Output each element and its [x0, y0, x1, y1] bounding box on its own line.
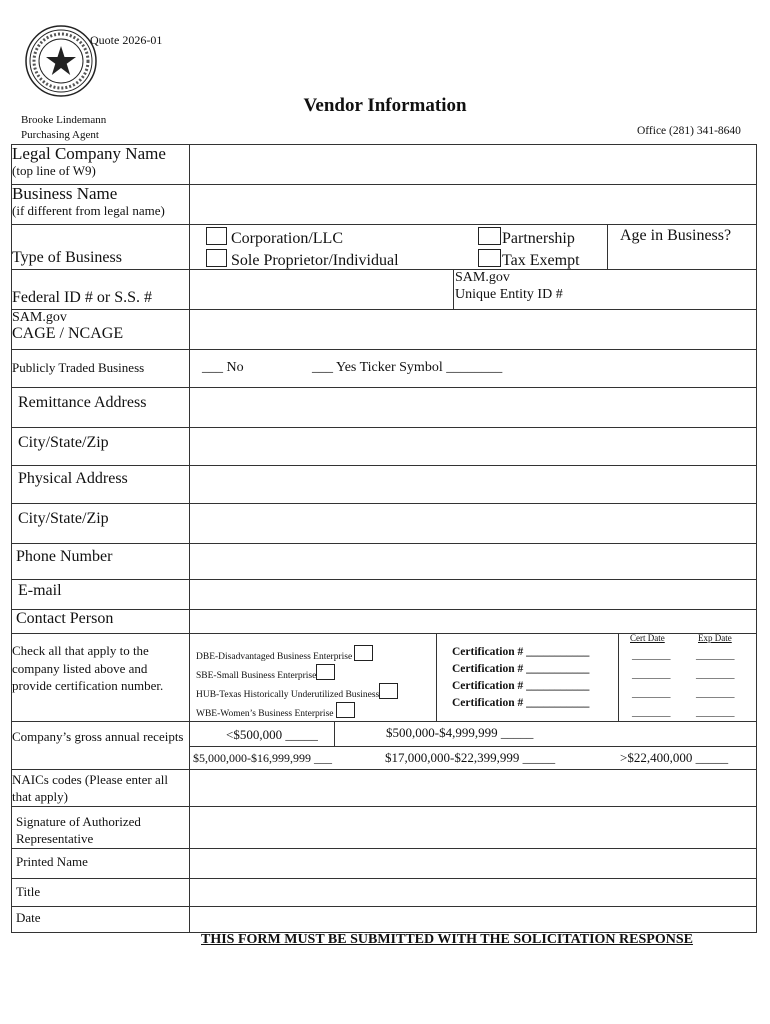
- gross-receipts-label: Company’s gross annual receipts: [12, 722, 190, 770]
- city-state-zip-field-2[interactable]: [190, 504, 757, 544]
- cage-label: SAM.gov CAGE / NCAGE: [12, 310, 190, 350]
- cert-date-1[interactable]: _______: [632, 649, 671, 661]
- contact-person-label: Contact Person: [12, 610, 190, 634]
- remittance-address-field[interactable]: [190, 388, 757, 428]
- vendor-form-table: [11, 144, 757, 933]
- printed-name-label: Printed Name: [12, 848, 190, 878]
- publicly-traded-label: Publicly Traded Business: [12, 350, 190, 388]
- exp-date-1[interactable]: _______: [696, 649, 735, 661]
- federal-id-label: Federal ID # or S.S. #: [12, 270, 190, 310]
- printed-name-field[interactable]: [190, 848, 757, 878]
- corporation-checkbox[interactable]: [206, 227, 227, 245]
- date-label: Date: [12, 906, 190, 932]
- quote-number: Quote 2026-01: [90, 33, 163, 47]
- publicly-traded-field[interactable]: ___ No ___ Yes Ticker Symbol ________: [190, 350, 757, 388]
- certification-number-2[interactable]: Certification # ___________: [452, 663, 590, 675]
- receipts-17m-22m[interactable]: $17,000,000-$22,399,999 _____: [385, 750, 556, 765]
- hub-checkbox[interactable]: [379, 683, 398, 699]
- remittance-address-label: Remittance Address: [12, 388, 190, 428]
- business-name-label: Business Name (if different from legal name): [12, 185, 190, 225]
- gross-receipts-options: [190, 722, 757, 770]
- exp-date-header: Exp Date: [698, 633, 732, 643]
- receipts-under-500k[interactable]: <$500,000 _____: [226, 727, 318, 742]
- exp-date-3[interactable]: _______: [696, 687, 735, 699]
- cert-date-3[interactable]: _______: [632, 687, 671, 699]
- city-state-zip-field-1[interactable]: [190, 428, 757, 466]
- naics-label: NAICs codes (Please enter all that apply): [12, 770, 190, 807]
- email-label: E-mail: [12, 580, 190, 610]
- sole-proprietor-checkbox[interactable]: [206, 249, 227, 267]
- cert-date-2[interactable]: _______: [632, 668, 671, 680]
- sbe-checkbox[interactable]: [316, 664, 335, 680]
- submission-notice: THIS FORM MUST BE SUBMITTED WITH THE SOLICITATION RESPONSE: [201, 932, 693, 947]
- city-state-zip-label-1: City/State/Zip: [12, 428, 190, 466]
- cert-date-header: Cert Date: [630, 633, 665, 643]
- cert-date-column: [632, 646, 671, 722]
- dbe-checkbox[interactable]: [354, 645, 373, 661]
- signature-label: Signature of Authorized Representative: [12, 806, 190, 848]
- county-seal-logo: [24, 24, 98, 98]
- wbe-checkbox[interactable]: [336, 702, 355, 718]
- legal-name-label: Legal Company Name (top line of W9): [12, 145, 190, 185]
- certification-number-3[interactable]: Certification # ___________: [452, 680, 590, 692]
- certification-number-4[interactable]: Certification # ___________: [452, 697, 590, 709]
- phone-number-field[interactable]: [190, 544, 757, 580]
- page-title: Vendor Information: [303, 95, 467, 116]
- receipts-5m-17m[interactable]: $5,000,000-$16,999,999 ___: [193, 751, 332, 765]
- certification-number-1[interactable]: Certification # ___________: [452, 646, 590, 658]
- naics-field[interactable]: [190, 770, 757, 807]
- city-state-zip-label-2: City/State/Zip: [12, 504, 190, 544]
- age-in-business-field[interactable]: Age in Business?: [608, 225, 757, 270]
- phone-number-label: Phone Number: [12, 544, 190, 580]
- legal-name-field[interactable]: [190, 145, 757, 185]
- certification-area: [190, 634, 757, 722]
- date-field[interactable]: [190, 906, 757, 932]
- receipts-500k-5m[interactable]: $500,000-$4,999,999 _____: [386, 725, 534, 740]
- business-type-options: Corporation/LLC Sole Proprietor/Individual Partnership Tax Exempt: [190, 225, 608, 270]
- certification-types: DBE-Disadvantaged Business Enterprise SBE-Small Business Enterprise HUB-Texas Historically Underutilized Business WBE-Women’s Business Enterprise: [196, 645, 398, 721]
- title-label: Title: [12, 878, 190, 906]
- title-field[interactable]: [190, 878, 757, 906]
- physical-address-label: Physical Address: [12, 466, 190, 504]
- contact-person-field[interactable]: [190, 610, 757, 634]
- type-of-business-label: Type of Business: [12, 225, 190, 270]
- signature-field[interactable]: [190, 806, 757, 848]
- receipts-over-22m[interactable]: >$22,400,000 _____: [620, 750, 729, 765]
- exp-date-2[interactable]: _______: [696, 668, 735, 680]
- business-name-field[interactable]: [190, 185, 757, 225]
- physical-address-field[interactable]: [190, 466, 757, 504]
- partnership-checkbox[interactable]: [478, 227, 501, 245]
- agent-title: Purchasing Agent: [21, 129, 99, 141]
- sam-uei-field[interactable]: SAM.gov Unique Entity ID #: [454, 270, 757, 310]
- certification-numbers: [452, 644, 589, 712]
- agent-name: Brooke Lindemann: [21, 114, 107, 126]
- exp-date-column: [696, 646, 735, 722]
- check-all-label: Check all that apply to the company listed above and provide certification number.: [12, 634, 190, 722]
- exp-date-4[interactable]: _______: [696, 706, 735, 718]
- cert-date-4[interactable]: _______: [632, 706, 671, 718]
- federal-id-field[interactable]: [190, 270, 454, 310]
- office-phone: Office (281) 341-8640: [637, 125, 741, 137]
- email-field[interactable]: [190, 580, 757, 610]
- tax-exempt-checkbox[interactable]: [478, 249, 501, 267]
- cage-field[interactable]: [190, 310, 757, 350]
